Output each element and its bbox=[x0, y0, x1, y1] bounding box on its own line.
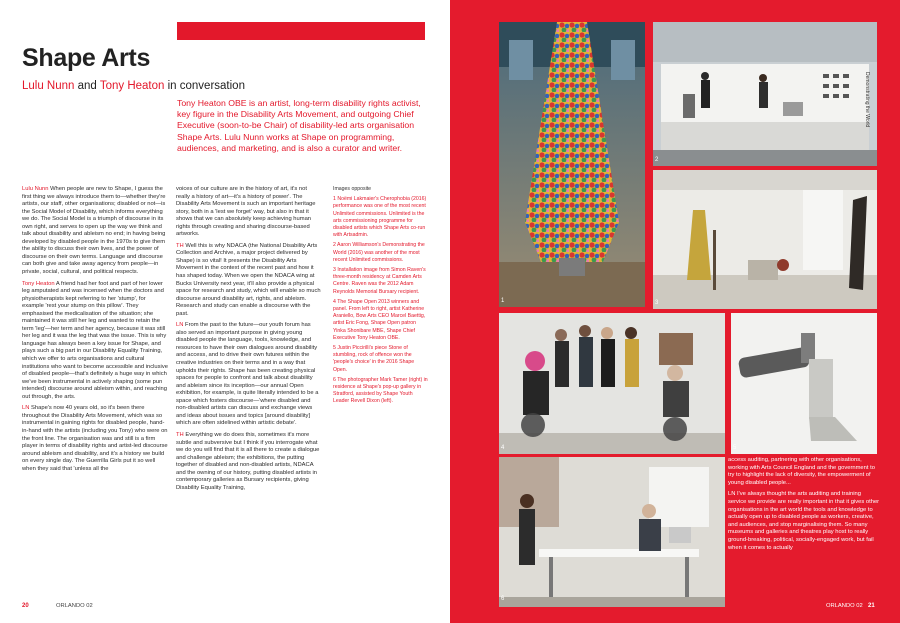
paragraph bbox=[176, 322, 322, 428]
speaker: TH bbox=[176, 431, 184, 438]
page-number-right: 21 bbox=[868, 603, 875, 609]
speaker: Tony Heaton bbox=[22, 280, 55, 287]
stage-scene bbox=[653, 22, 877, 166]
subtitle bbox=[22, 80, 245, 92]
paragraph-text: A friend had her foot and part of her lower leg amputated and was incensed when the doctors and physiotherapists kept referring to her 'stump', for example 'rest your stump on this pillow'. They emphasised the medicalisation of the situation; she maintained it was still her leg and wanted to retain the term 'leg'—her term and her agency, because it was still her leg and it was the leg that was the issue. This is why language has always been a key issue for Shape, and plays such a big part in our Disability Equality Training, which we offer to arts organisations and cultural institutions who want to become accessible and inclusive of disabled people—that's definitely a huge way in which we've been instrumental in actively shaping (some pun intended) discourse around ableism within, and reaching out through, the arts. bbox=[22, 280, 168, 400]
photo-number-3: 3 bbox=[655, 300, 659, 306]
group-scene bbox=[499, 313, 725, 454]
page-number-left: 20 bbox=[22, 603, 29, 609]
paragraph-text: I've always thought the arts auditing and training service we provide are really important in that it gives other organisations in the art world the tools and knowledge to actually open up to disabled people as workers, creative, and audiences, and stop marginalising them. So many museums and galleries and theatres play host to really ground-breaking, political, socially-engaged work, but fail when it comes to actually bbox=[728, 491, 880, 551]
caption: 1 Noëmi Lakmaier's Cherophobia (2016) performance was one of the most recent Unlimited commissions. Unlimited is the arts commissioning programme for disabled artists which Shape Arts co-run with Artsadmin. bbox=[333, 196, 427, 239]
paragraph-text: From the past to the future—our youth forum has also served an important purpose in giving young disabled people the language, tools, knowledge, and resources to have their own dialogues around disability and access, and to drive their own futures within the creative industries on their terms and in a way that upholds their rights. Shape has been creating physical spaces for people to confront and talk about disability and ableism since its inception—our annual Open exhibition, for example, is quite literally intended to be a space which fosters discourse—'where disabled and non-disabled artists can discuss and exchange views and ideas about issues and topics [around disability] which are often sidelined within artistic debate'. bbox=[176, 322, 319, 427]
right-body-text bbox=[728, 457, 880, 556]
paragraph bbox=[22, 281, 168, 402]
photo-stone-of-stumbling bbox=[731, 313, 877, 454]
paragraph bbox=[176, 243, 322, 318]
photo-number-4: 4 bbox=[501, 445, 505, 451]
speaker: TH bbox=[176, 242, 184, 249]
subtitle-name-2: Tony Heaton bbox=[99, 80, 165, 92]
intro-paragraph: Tony Heaton OBE is an artist, long-term disability rights activist, key figure in the Disability Arts Movement, and outgoing Chief Executive (soon-to-be Chair) of disability-led arts organisation Shape Arts. Lulu Nunn works at Shape on programming, audiences, and marketing, and is also a curator and writer. bbox=[177, 98, 421, 153]
red-header-bar bbox=[177, 22, 425, 40]
paragraph bbox=[22, 186, 168, 277]
caption: 4 The Shape Open 2013 winners and panel. From left to right, artist Katherine Araniello, Bow Arts CEO Marcel Baettig, artist Eric Fong, Shape Open patron Yinka Shonibare MBE, Shape Chief Executive Tony Heaton OBE. bbox=[333, 298, 426, 341]
board-text: Demonstrating the World bbox=[864, 72, 870, 128]
paragraph bbox=[176, 186, 322, 239]
speaker: LN bbox=[22, 405, 30, 412]
paragraph-text: access auditing, partnering with other organisations, working with Arts Council England and the government to try to highlight the lack of diversity, the empowerment of young disabled people... bbox=[728, 457, 875, 486]
caption: 3 Installation image from Simon Raven's three-month residency at Camden Arts Centre. Raven was the 2012 Adam Reynolds Memorial Bursary recipient. bbox=[333, 267, 426, 295]
running-footer-right: ORLANDO 02 bbox=[826, 603, 863, 609]
boot-scene bbox=[731, 313, 877, 454]
captions-heading: Images opposite bbox=[333, 186, 372, 192]
photo-number-2: 2 bbox=[655, 157, 659, 163]
image-captions bbox=[333, 186, 429, 409]
photo-number-5: 5 bbox=[733, 445, 737, 451]
subtitle-name-1: Lulu Nunn bbox=[22, 80, 75, 92]
photo-shape-open-winners bbox=[499, 313, 725, 454]
paragraph bbox=[176, 432, 322, 492]
paragraph-text: Well this is why NDACA (the National Disability Arts Collection and Archive, a major project delivered by Shape) is so vital! It presents the Disability Arts Movement in the context of the recent past and how it has shaped today. When we open the NDACA wing at Bucks University next year, it'll also provide a physical space for research and study, which will enable so much discourse around disability art, rights, and ableism. Research and study can enable a discourse with the past. bbox=[176, 242, 321, 317]
paragraph bbox=[22, 405, 168, 473]
photo-balloon-installation bbox=[499, 22, 645, 307]
photo-number-6: 6 bbox=[501, 596, 505, 602]
paragraph bbox=[728, 491, 880, 552]
running-footer-left: ORLANDO 02 bbox=[56, 603, 93, 609]
speaker: LN bbox=[176, 322, 184, 329]
speaker: Lulu Nunn bbox=[22, 186, 49, 192]
page-title: Shape Arts bbox=[22, 44, 151, 72]
balloon-scene bbox=[499, 22, 645, 307]
caption: 5 Justin Piccirilli's piece Stone of stumbling, rock of offence won the 'people's choice' in the 2016 Shape Open. bbox=[333, 345, 415, 373]
subtitle-rest: in conversation bbox=[167, 80, 245, 92]
caption: 6 The photographer Mark Tamer (right) in residence at Shape's pop-up gallery in Stratford, assisted by Shape Youth Leader Revell Dixon (left). bbox=[333, 376, 428, 405]
body-column-1 bbox=[22, 186, 168, 477]
paragraph-text: Everything we do does this, sometimes it's more subtle and subversive but I think if you interrogate what we do you will find that it is all there to create a dialogue and challenge ableism; the exhibitions, the putting together of disabled and non-disabled artists, NDACA and the owning of our history, putting disabled artists in contemporary galleries as Bursary recipients, giving Disability Equality Training, bbox=[176, 431, 320, 491]
photo-demonstrating-the-world bbox=[653, 22, 877, 166]
speaker: LN bbox=[728, 491, 736, 498]
subtitle-and: and bbox=[77, 80, 97, 92]
paragraph-text: Shape's now 40 years old, so it's been there throughout the Disability Arts Movement, which was so instrumental in gaining rights for disabled people, hand-in-hand with the artists (including you Tony) who were on the front line. The organisation was and still is a firm player in terms of disability rights and artist-led discourse around ableism and disability, and it's a history we build on every single day. The Guerrilla Girls put it so well when they said that 'unless all the bbox=[22, 405, 168, 472]
photo-installation-residency bbox=[653, 170, 877, 309]
photo-photographer-residency bbox=[499, 457, 725, 607]
paragraph-text: voices of our culture are in the history of art, it's not really a history of art—it's a history of power'. The Disability Arts Movement is such an important heritage story, both in a 'lest we forget' way, but also in that it shows that we can absolutely keep achieving human rights through creating and sharing discourse-based artworks. bbox=[176, 186, 316, 238]
installation-scene bbox=[653, 170, 877, 309]
body-column-2 bbox=[176, 186, 322, 496]
paragraph-text: When people are new to Shape, I guess the first thing we always introduce them to—whether they're artists, our staff, other organisations; disabled or not—is the Social Model of Disability, which informs everything we do. The Social Model is a triumph of discourse in its own right, and serves to open up the way we think and talk about disability and ableism no end; in having being developed by disabled people in the 1970s to give them the ability to discuss their own lives, and the power of discourse on their own terms. Language and discourse can both give and take away agency from people—in private, social, cultural, and political respects. bbox=[22, 186, 166, 276]
photo-number-1: 1 bbox=[501, 298, 505, 304]
studio-scene bbox=[499, 457, 725, 607]
caption: 2 Aaron Williamson's Demonstrating the World (2016) was another of the most recent Unlimited commissions. bbox=[333, 242, 425, 263]
paragraph bbox=[728, 457, 880, 487]
